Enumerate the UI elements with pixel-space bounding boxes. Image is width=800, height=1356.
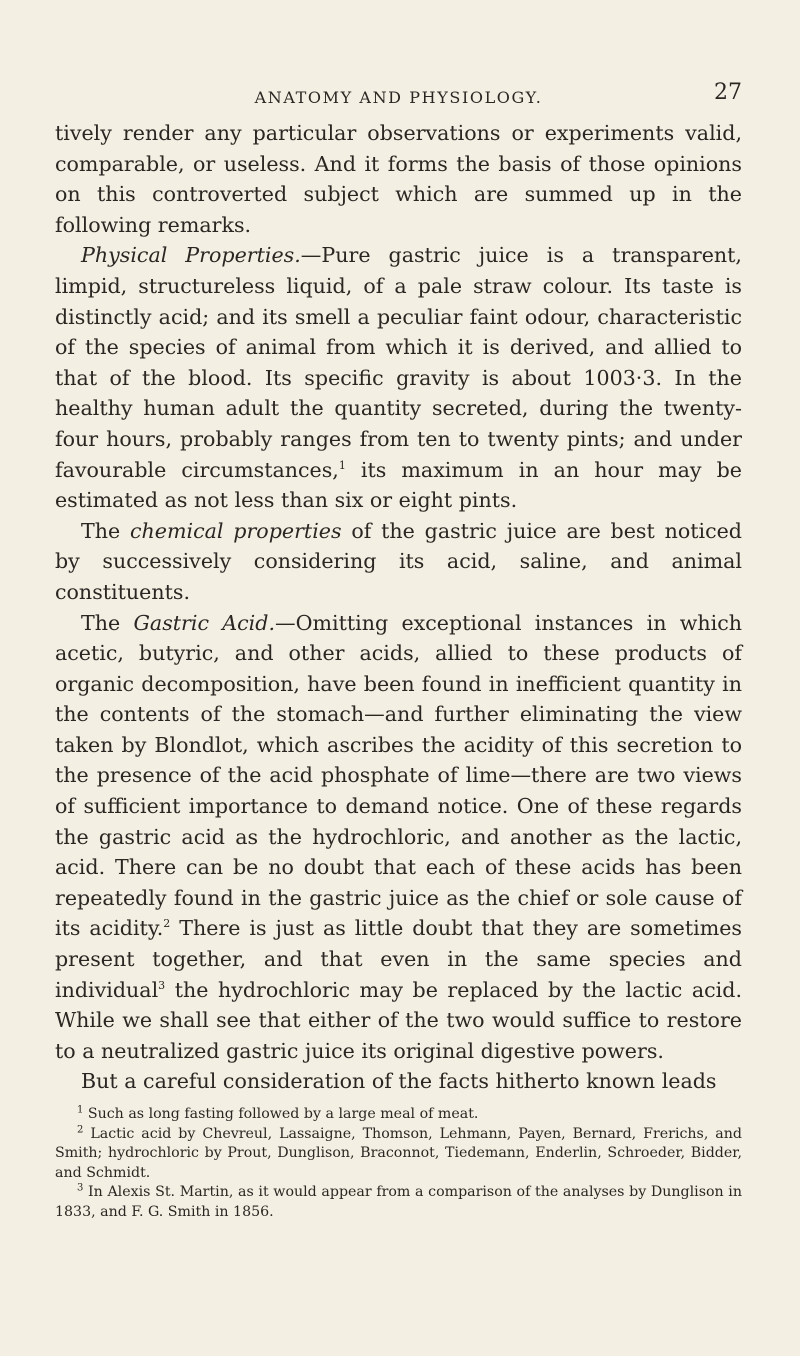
footnote-reference-2: 2: [163, 917, 171, 931]
paragraph-text: tively render any particular observations or experiments valid, comparable, or useless. And it forms the basis of those opinions on this controverted subject which are summed up in the following remarks.: [55, 121, 742, 237]
footnote-2: [55, 1125, 742, 1184]
footnote-text: In Alexis St. Martin, as it would appear from a comparison of the analyses by Dunglison in 1833, and F. G. Smith in 1856.: [55, 1184, 742, 1220]
section-heading-physical-properties: Physical Properties.: [81, 243, 301, 268]
paragraph-final: [55, 1066, 742, 1097]
footnote-mark: 3: [77, 1182, 84, 1194]
footnotes: [55, 1105, 742, 1222]
footnote-text: Lactic acid by Chevreul, Lassaigne, Thomson, Lehmann, Payen, Bernard, Frerichs, and Smith; hydrochloric by Prout, Dunglison, Braconnot, Tiedemann, Enderlin, Schroeder, Bidder, and Schmidt.: [55, 1125, 742, 1181]
running-title: ANATOMY AND PHYSIOLOGY.: [254, 88, 543, 107]
footnote-mark: 2: [77, 1123, 84, 1135]
paragraph-text: —Omitting exceptional instances in which acetic, butyric, and other acids, allied to these products of organic decomposition, have been found in inefficient quantity in the contents of the stomach—and further eliminating the view taken by Blondlot, which ascribes the acidity of this secretion to the presence of the acid phosphate of lime—there are two views of sufficient importance to demand notice. One of these regards the gastric acid as the hydrochloric, and another as the lactic, acid. There can be no doubt that each of these acids has been repeatedly found in the gastric juice as the chief or sole cause of its acidity.: [55, 610, 742, 941]
footnote-1: [55, 1105, 742, 1125]
paragraph-text: The: [81, 610, 134, 635]
paragraph-text: —Pure gastric juice is a transparent, limpid, structureless liquid, of a pale straw colour. Its taste is distinctly acid; and its smell a peculiar faint odour, characteristic of the species of animal from which it is derived, and allied to that of the blood. Its specific gravity is about 1003·3. In the healthy human adult the quantity secreted, during the twenty-four hours, probably ranges from ten to twenty pints; and under favourable circumstances,: [55, 243, 742, 482]
paragraph-text: the hydrochloric may be replaced by the lactic acid. While we shall see that either of the two would suffice to restore to a neutralized gastric juice its original digestive powers.: [55, 977, 742, 1063]
footnote-reference-3: 3: [158, 978, 166, 992]
paragraph-text: its maximum in an hour may be estimated as not less than six or eight pints.: [55, 457, 742, 513]
emphasis-chemical-properties: chemical properties: [129, 518, 342, 543]
paragraph-chemical-properties: [55, 516, 742, 608]
footnote-text: Such as long fasting followed by a large meal of meat.: [83, 1106, 479, 1122]
page-number: 27: [714, 80, 742, 105]
paragraph-text: of the gastric juice are best noticed by successively considering its acid, saline, and animal constituents.: [55, 518, 742, 604]
paragraph-gastric-acid: [55, 608, 742, 1067]
paragraph-continuation: [55, 118, 742, 240]
paragraph-text: But a careful consideration of the facts hitherto known leads: [81, 1069, 717, 1094]
footnote-mark: 1: [77, 1104, 84, 1116]
footnote-3: [55, 1183, 742, 1222]
body-text: [55, 118, 742, 1097]
paragraph-text: The: [81, 518, 130, 543]
footnote-reference-1: 1: [338, 458, 346, 472]
section-heading-gastric-acid: Gastric Acid.: [133, 610, 275, 635]
page-header: [55, 0, 742, 118]
paragraph-physical-properties: [55, 240, 742, 515]
paragraph-text: There is just as little doubt that they are sometimes present together, and that even in the same species and individual: [55, 916, 742, 1002]
